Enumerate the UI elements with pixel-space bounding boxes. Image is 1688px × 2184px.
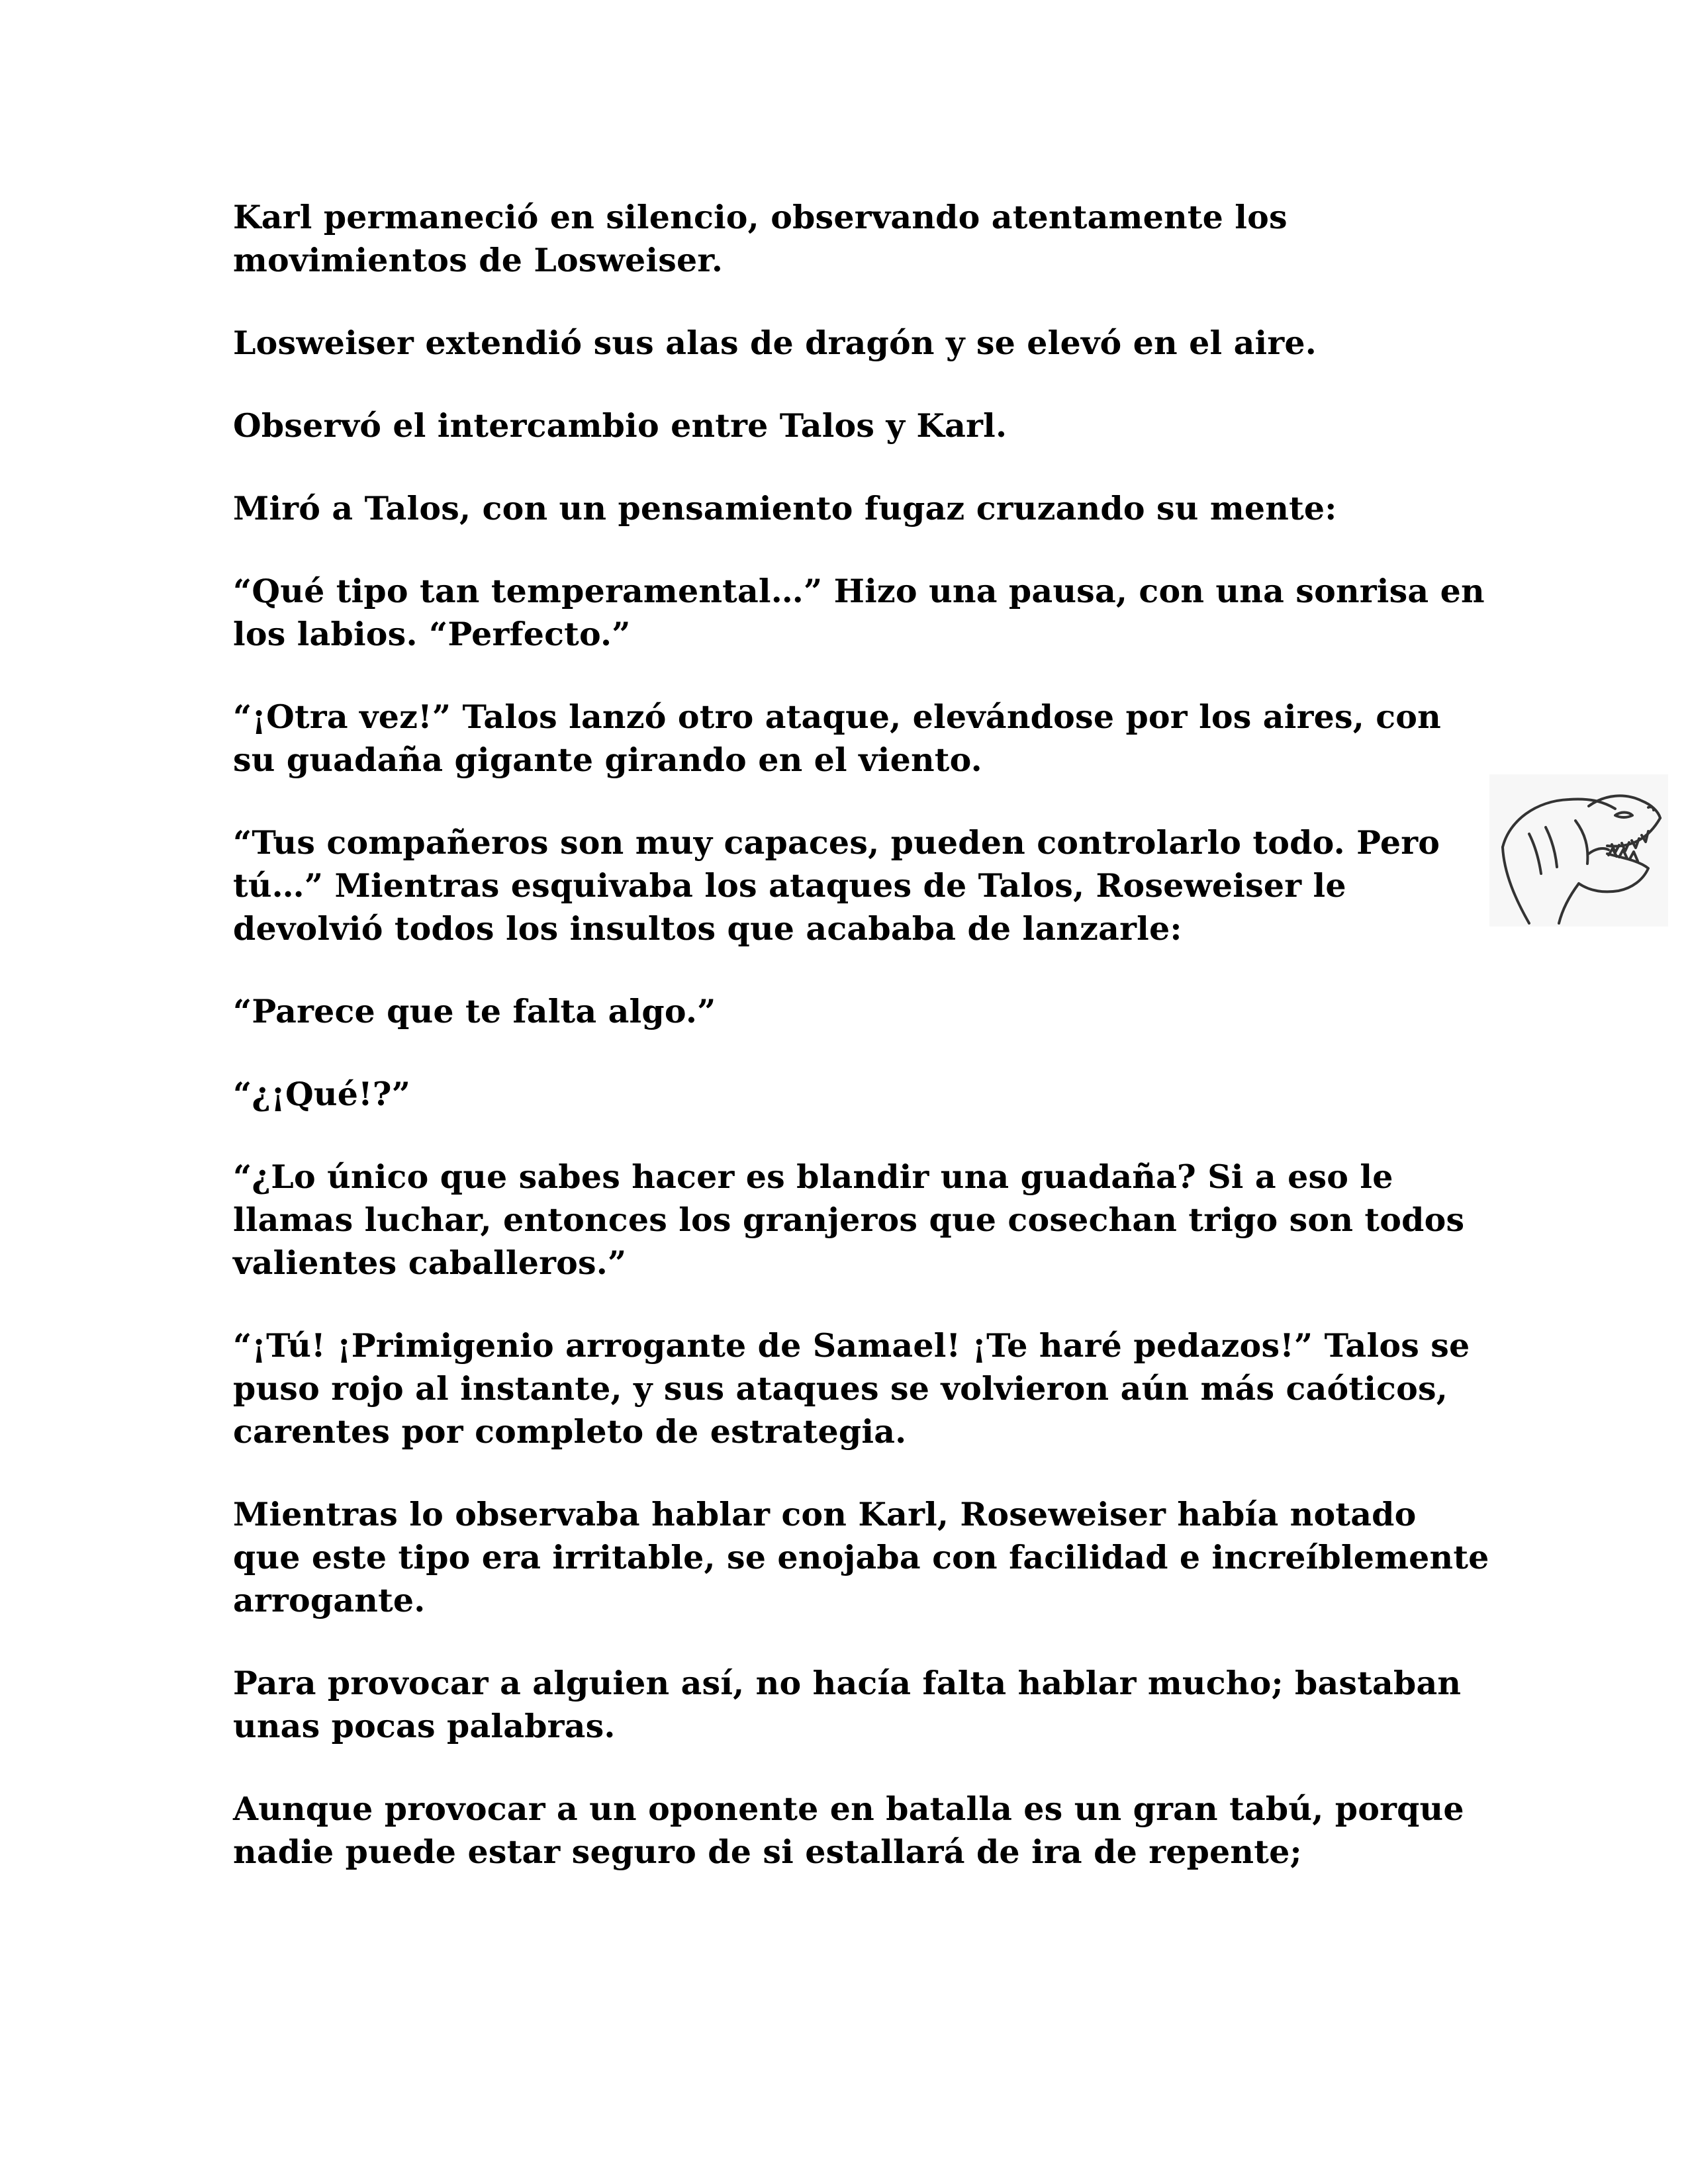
body-text [233, 196, 1491, 1913]
paragraph: Karl permaneció en silencio, observando atentamente los movimientos de Losweiser. [233, 198, 1288, 279]
paragraph: “Tus compañeros son muy capaces, pueden controlarlo todo. Pero tú…” Mientras esquivaba los ataques de Talos, Roseweiser le devolvió todos los insultos que acababa de lanzarle: [233, 823, 1440, 948]
paragraph: Aunque provocar a un oponente en batalla es un gran tabú, porque nadie puede estar seguro de si estallará de ira de repente; [233, 1790, 1464, 1871]
dragon-head-sketch-icon [1489, 774, 1668, 927]
paragraph: “¿¡Qué!?” [233, 1075, 411, 1113]
paragraph: “Qué tipo tan temperamental…” Hizo una pausa, con una sonrisa en los labios. “Perfecto.” [233, 572, 1485, 653]
paragraph: “Parece que te falta algo.” [233, 992, 716, 1030]
paragraph: Observó el intercambio entre Talos y Karl. [233, 406, 1008, 445]
paragraph: Mientras lo observaba hablar con Karl, Roseweiser había notado que este tipo era irritable, se enojaba con facilidad e increíblemente arrogante. [233, 1495, 1489, 1619]
paragraph: “¿Lo único que sabes hacer es blandir una guadaña? Si a eso le llamas luchar, entonces los granjeros que cosechan trigo son todos valientes caballeros.” [233, 1158, 1465, 1282]
paragraph: Losweiser extendió sus alas de dragón y se elevó en el aire. [233, 324, 1317, 362]
paragraph: Miró a Talos, con un pensamiento fugaz cruzando su mente: [233, 489, 1337, 527]
paragraph: “¡Tú! ¡Primigenio arrogante de Samael! ¡Te haré pedazos!” Talos se puso rojo al instante, y sus ataques se volvieron aún más caóticos, carentes por completo de estrategia. [233, 1326, 1470, 1451]
paragraph: Para provocar a alguien así, no hacía falta hablar mucho; bastaban unas pocas palabras. [233, 1664, 1462, 1745]
paragraph: “¡Otra vez!” Talos lanzó otro ataque, elevándose por los aires, con su guadaña gigante girando en el viento. [233, 698, 1442, 779]
